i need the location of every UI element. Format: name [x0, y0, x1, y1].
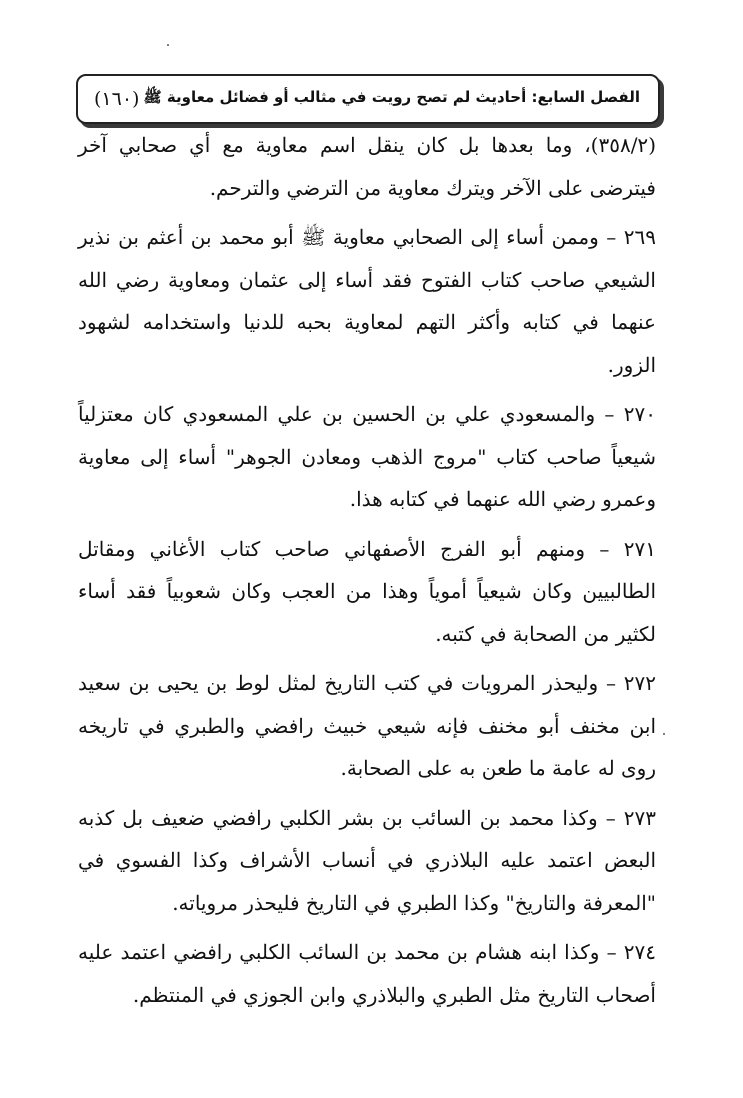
paragraph: ٢٦٩ – وممن أساء إلى الصحابي معاوية ﷺ أبو محمد بن أعثم بن نذير الشيعي صاحب كتاب الفتوح فقد أساء إلى عثمان ومعاوية رضي الله عنهما في كتابه وأكثر التهم لمعاوية بحبه للدنيا واستخدامه لشهود الزور. — [78, 225, 656, 377]
paragraph: ٢٧٠ – والمسعودي علي بن الحسين بن علي المسعودي كان معتزلياً شيعياً صاحب كتاب "مروج الذهب ومعادن الجوهر" أساء إلى معاوية وعمرو رضي الله عنهما في كتابه هذا. — [78, 402, 656, 511]
page-header — [76, 74, 660, 124]
paragraph: ٢٧٢ – وليحذر المرويات في كتب التاريخ لمثل لوط بن يحيى بن سعيد ابن مخنف أبو مخنف فإنه شيعي خبيث رافضي والطبري في تاريخه روى له عامة ما طعن به على الصحابة. — [78, 671, 656, 780]
scan-speck — [663, 733, 665, 735]
page-body — [78, 124, 656, 1023]
chapter-title: الفصل السابع: أحاديث لم تصح رويت في مثالب أو فضائل معاوية ﷺ — [143, 88, 640, 106]
paragraph: ٢٧٤ – وكذا ابنه هشام بن محمد بن السائب الكلبي رافضي اعتمد عليه أصحاب التاريخ مثل الطبري والبلاذري وابن الجوزي في المنتظم. — [78, 940, 656, 1007]
scan-speck — [167, 44, 169, 46]
paragraph: ٢٧١ – ومنهم أبو الفرج الأصفهاني صاحب كتاب الأغاني ومقاتل الطالبيين وكان شيعياً أموياً وهذا من العجب وكان شعوبياً فقد أساء لكثير من الصحابة في كتبه. — [78, 536, 656, 646]
paragraph: ٢٧٣ – وكذا محمد بن السائب بن بشر الكلبي رافضي ضعيف بل كذبه البعض اعتمد عليه البلاذري في أنساب الأشراف وكذا الفسوي في "المعرفة والتاريخ" وكذا الطبري في التاريخ فليحذر مروياته. — [78, 805, 656, 915]
page-number: (١٦٠) — [94, 88, 140, 110]
paragraph: (٣٥٨/٢)، وما بعدها بل كان ينقل اسم معاوية مع أي صحابي آخر فيترضى على الآخر ويترك معاوية من الترضي والترحم. — [78, 133, 656, 200]
